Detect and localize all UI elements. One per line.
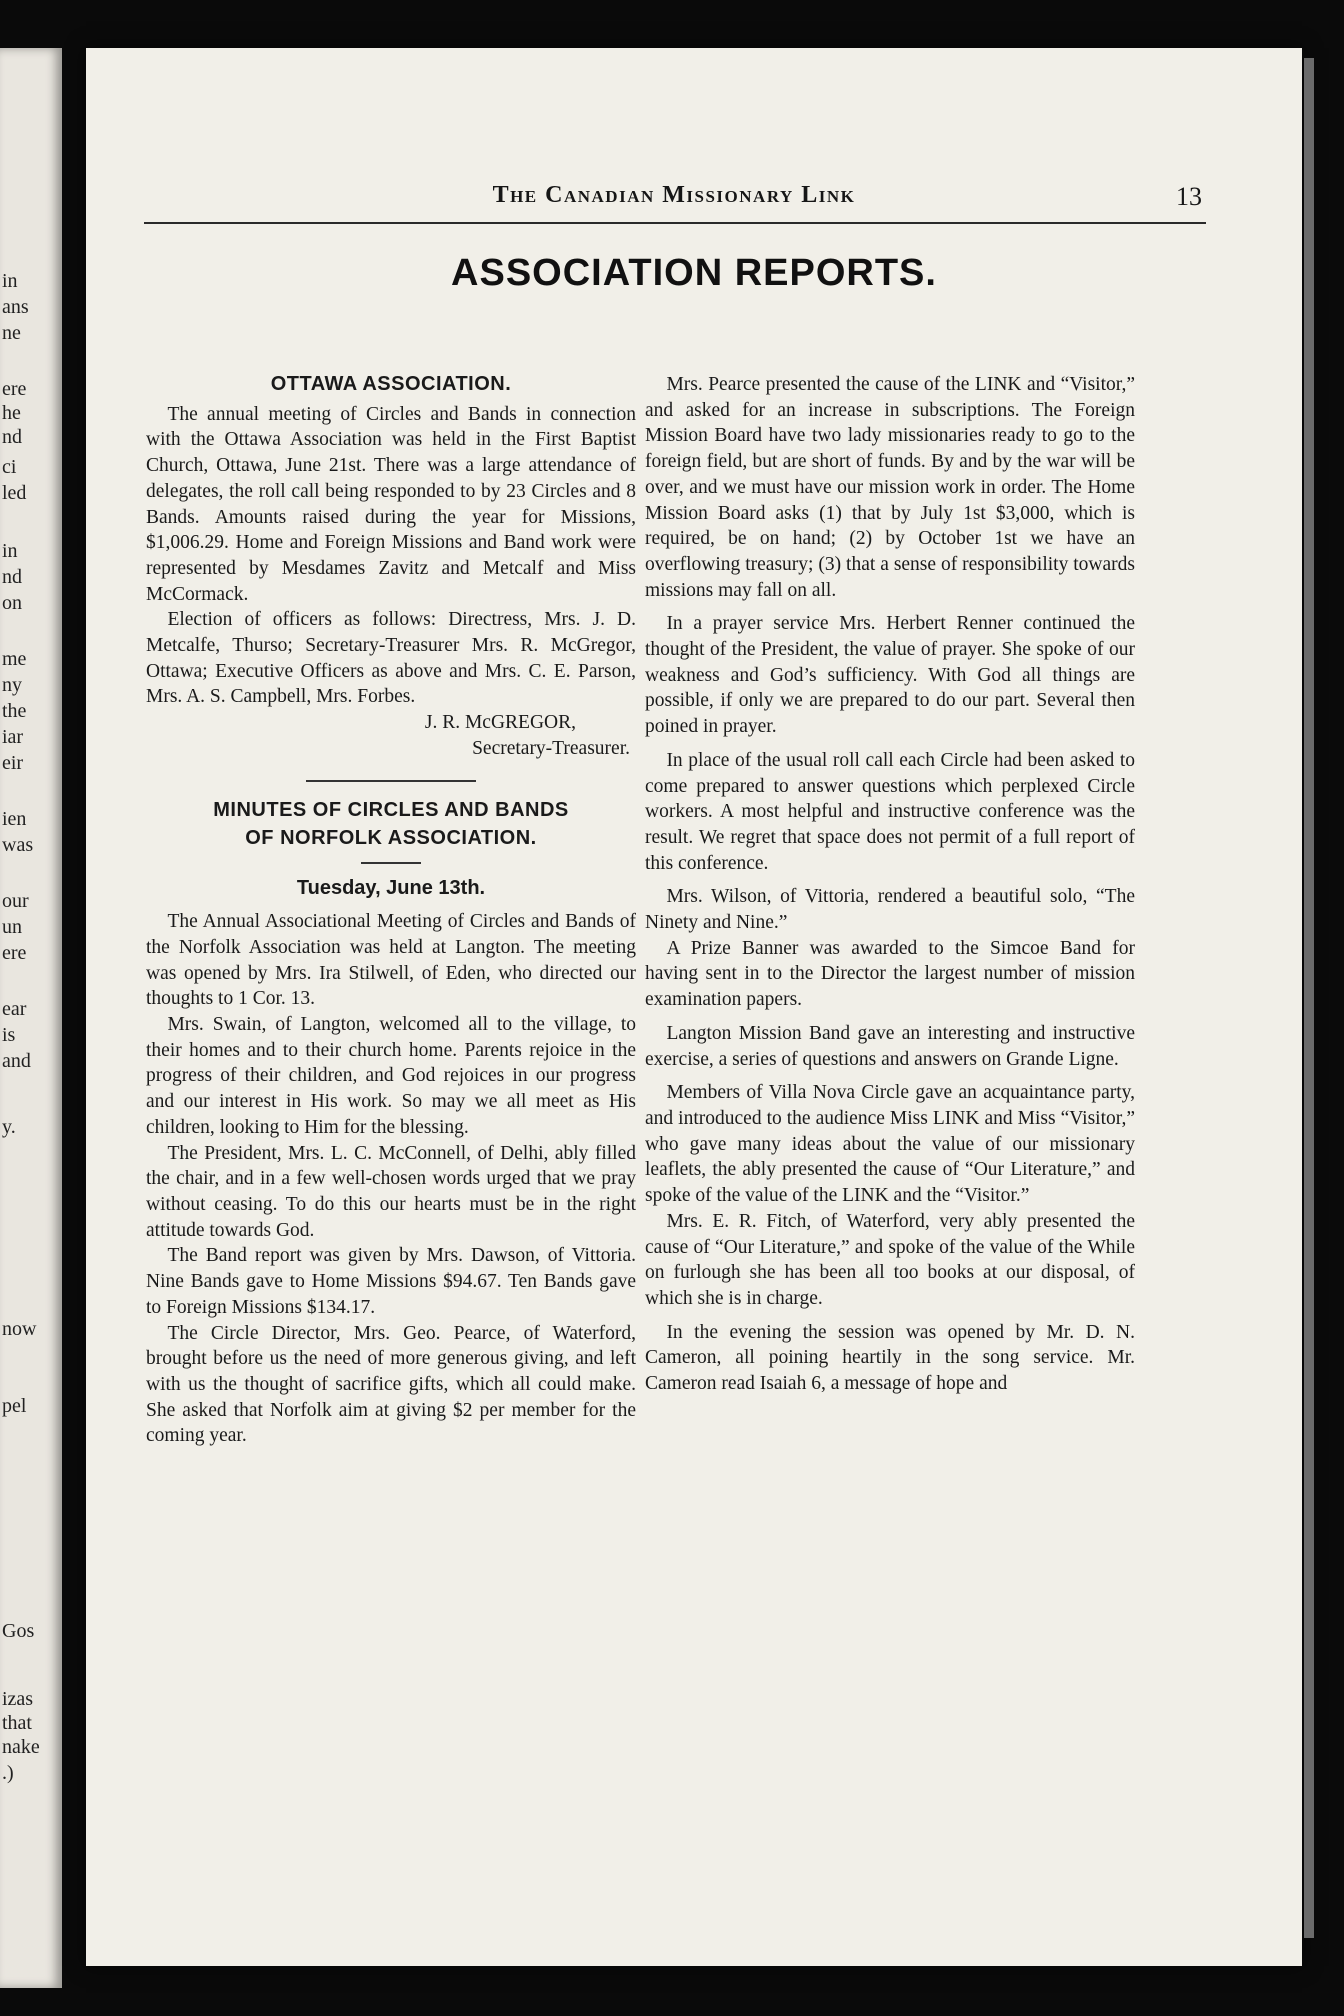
right-column xyxy=(645,372,1135,1397)
facing-page-fragment: pel xyxy=(2,1395,27,1417)
norfolk-heading-line2: OF NORFOLK ASSOCIATION. xyxy=(245,826,537,849)
paragraph: A Prize Banner was awarded to the Simcoe Band for having sent in to the Director the largest number of mission examination papers. xyxy=(645,937,1135,1011)
divider xyxy=(306,780,476,782)
facing-page-fragment: ear xyxy=(2,998,27,1020)
facing-page-fragment: me xyxy=(2,648,27,670)
paragraph: The Annual Associational Meeting of Circles and Bands of the Norfolk Association was held at Langton. The meeting was opened by Mrs. Ira Stilwell, of Eden, who directed our thoughts to 1 Cor. 13. xyxy=(146,911,636,1010)
facing-page-fragment: in xyxy=(2,540,18,562)
facing-page-fragment: .) xyxy=(2,1762,14,1784)
paragraph: Langton Mission Band gave an interesting and instructive exercise, a series of questions and answers on Grande Ligne. xyxy=(645,1022,1135,1070)
divider-short xyxy=(361,862,421,864)
facing-page-fragment: ans xyxy=(2,296,29,318)
paragraph: Mrs. Swain, of Langton, welcomed all to the village, to their homes and to their church home. Parents rejoice in the progress of their children, and God rejoices in our progress and our interest in His work. So may we all meet as His children, looking to Him for the blessing. xyxy=(146,1014,636,1138)
paragraph: Mrs. Wilson, of Vittoria, rendered a beautiful solo, “The Ninety and Nine.” xyxy=(645,886,1135,934)
facing-page-fragment: in xyxy=(2,270,18,292)
facing-page-fragment: ci xyxy=(2,456,17,478)
page-edge-shadow xyxy=(1304,58,1314,1938)
page-number: 13 xyxy=(1176,182,1202,211)
paragraph: In the evening the session was opened by Mr. D. N. Cameron, all poining heartily in the song service. Mr. Cameron read Isaiah 6, a message of hope and xyxy=(645,1321,1135,1395)
ottawa-heading: OTTAWA ASSOCIATION. xyxy=(270,373,512,395)
facing-page-fragment: y. xyxy=(2,1116,16,1138)
paragraph: In a prayer service Mrs. Herbert Renner continued the thought of the President, the value of prayer. She spoke of our weakness and God’s sufficiency. With God all things are possible, if only we are prepared to do our part. Several then poined in prayer. xyxy=(645,613,1135,738)
facing-page-fragment: on xyxy=(2,592,22,614)
norfolk-heading-line1: MINUTES OF CIRCLES AND BANDS xyxy=(213,798,569,821)
paragraph: The President, Mrs. L. C. McConnell, of Delhi, ably filled the chair, and in a few well-chosen words urged that we pray without ceasing. To do this our hearts must be in the right attitude towards God. xyxy=(146,1142,636,1241)
facing-page-fragment: and xyxy=(2,1050,31,1072)
facing-page-fragment: iar xyxy=(2,726,24,748)
paragraph: Mrs. E. R. Fitch, of Waterford, very ably presented the cause of “Our Literature,” and spoke of the value of the While on furlough she has been all too books at our disposal, of which she is in charge. xyxy=(645,1210,1135,1309)
facing-page-fragment: ien xyxy=(2,808,27,830)
facing-page-fragment: ere xyxy=(2,378,27,400)
facing-page-fragment: Gos xyxy=(2,1620,35,1642)
running-header xyxy=(146,182,1202,222)
signature-title: Secretary-Treasurer. xyxy=(472,737,630,759)
facing-page-fragment: the xyxy=(2,700,27,722)
facing-page-fragment: he xyxy=(2,402,21,424)
facing-page-fragment: now xyxy=(2,1318,37,1340)
paragraph: The Circle Director, Mrs. Geo. Pearce, of Waterford, brought before us the need of more generous giving, and left with us the thought of sacrifice gifts, which all could make. She asked that Norfolk aim at giving $2 per member for the coming year. xyxy=(146,1322,636,1447)
facing-page-edge xyxy=(0,48,62,1988)
paragraph: In place of the usual roll call each Circle had been asked to come prepared to answer questions which perplexed Circle workers. A most helpful and instructive conference was the result. We regret that space does not permit of a full report of this conference. xyxy=(645,749,1135,874)
facing-page-fragment: nd xyxy=(2,426,22,448)
signature-name: J. R. McGREGOR, xyxy=(424,712,576,734)
facing-page-fragment: is xyxy=(2,1024,16,1046)
meeting-date: Tuesday, June 13th. xyxy=(296,876,486,899)
paragraph: Members of Villa Nova Circle gave an acquaintance party, and introduced to the audience Miss LINK and Miss “Visitor,” who gave many ideas about the value of our missionary leaflets, the ably presented the cause of “Our Literature,” and spoke of the value of the LINK and the “Visitor.” xyxy=(645,1082,1135,1207)
facing-page-fragment: was xyxy=(2,834,34,856)
facing-page-fragment: izas xyxy=(2,1688,34,1710)
facing-page-fragment: eir xyxy=(2,752,24,774)
paragraph: Election of officers as follows: Directress, Mrs. J. D. Metcalfe, Thurso; Secretary-Treasurer Mrs. R. McGregor, Ottawa; Executive Officers as above and Mrs. C. E. Parson, Mrs. A. S. Campbell, Mrs. Forbes. xyxy=(146,609,636,708)
facing-page-fragment: un xyxy=(2,916,22,938)
section-title: ASSOCIATION REPORTS. xyxy=(451,252,937,294)
facing-page-fragment: nake xyxy=(2,1736,40,1758)
left-column xyxy=(146,302,636,1449)
facing-page-fragment: our xyxy=(2,890,29,912)
header-rule xyxy=(144,222,1206,224)
facing-page-fragment: ne xyxy=(2,322,21,344)
paragraph: Mrs. Pearce presented the cause of the LINK and “Visitor,” and asked for an increase in subscriptions. The Foreign Mission Board have two lady missionaries ready to go to the foreign field, but are short of funds. By and by the war will be over, and we must have our mission work in order. The Home Mission Board asks (1) that by July 1st $3,000, which is required, be on hand; (2) by October 1st we have an overflowing treasury; (3) that a sense of responsibility towards missions may fall on all. xyxy=(645,374,1135,601)
facing-page-fragment: ny xyxy=(2,674,22,696)
running-title: The Canadian Missionary Link xyxy=(492,182,856,208)
facing-page-fragment: ere xyxy=(2,942,27,964)
facing-page-fragment: led xyxy=(2,482,27,504)
paragraph: The annual meeting of Circles and Bands in connection with the Ottawa Association was held in the First Baptist Church, Ottawa, June 21st. There was a large attendance of delegates, the roll call being responded to by 23 Circles and 8 Bands. Amounts raised during the year for Missions, $1,006.29. Home and Foreign Missions and Band work were represented by Mesdames Zavitz and Metcalf and Miss McCormack. xyxy=(146,403,636,605)
paragraph: The Band report was given by Mrs. Dawson, of Vittoria. Nine Bands gave to Home Missions $94.67. Ten Bands gave to Foreign Missions $134.17. xyxy=(146,1245,636,1318)
facing-page-fragment: nd xyxy=(2,566,22,588)
facing-page-fragment: that xyxy=(2,1712,32,1734)
